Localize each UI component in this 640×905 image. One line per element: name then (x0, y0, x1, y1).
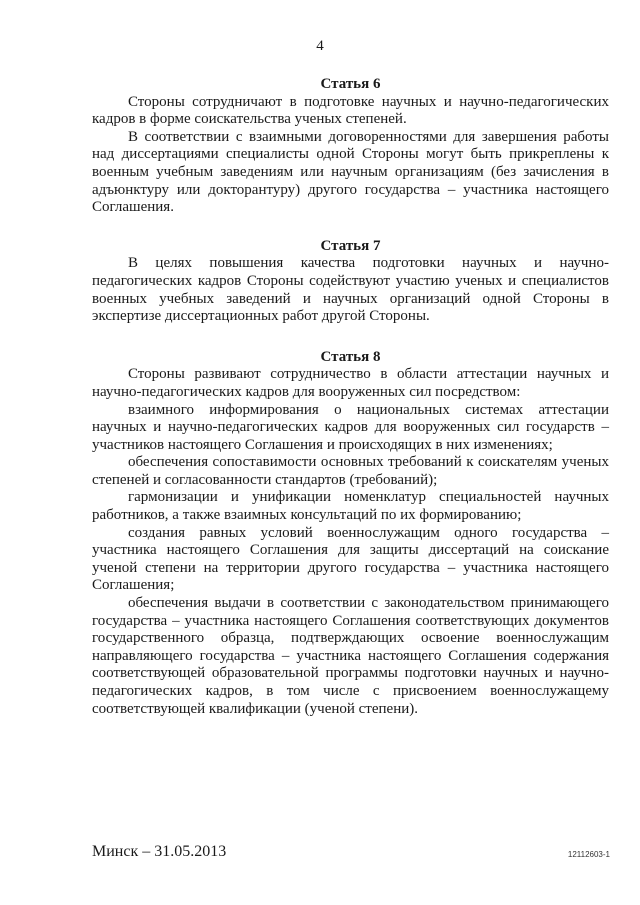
document-body (92, 76, 609, 718)
paragraph: В целях повышения качества подготовки научных и научно-педагогических кадров Стороны содействуют участию ученых и специалистов военных учебных заведений и научных организаций одной Стороны в экспертизе диссертационных работ другой Стороны. (92, 255, 609, 325)
paragraph: обеспечения выдачи в соответствии с законодательством принимающего государства – участника настоящего Соглашения соответствующих документов государственного образца, подтверждающих освоение военнослужащим направляющего государства – участника настоящего Соглашения содержания соответствующей образовательной программы подготовки научных и научно-педагогических кадров, в том числе с присвоением военнослужащему соответствующей квалификации (ученой степени). (92, 595, 609, 717)
article-8 (92, 349, 609, 718)
paragraph: В соответствии с взаимными договоренностями для завершения работы над диссертациями специалисты одной Стороны могут быть прикреплены к военным учебным заведениям или научным организациям (без зачисления в адъюнктуру или докторантуру) другого государства – участника настоящего Соглашения. (92, 128, 609, 216)
footer-place-date: Минск – 31.05.2013 (92, 843, 227, 860)
article-6 (92, 76, 609, 217)
paragraph: создания равных условий военнослужащим одного государства – участника настоящего Соглашения для защиты диссертаций на соискание ученой степени на территории другого государства – участника настоящего Соглашения; (92, 524, 609, 594)
article-7 (92, 238, 609, 326)
page-number: 4 (316, 38, 324, 54)
footer-doc-code: 12112603-1 (567, 850, 610, 859)
article-heading: Статья 6 (320, 76, 381, 92)
article-heading: Статья 7 (320, 237, 381, 254)
paragraph: гармонизации и унификации номенклатур специальностей научных работников, а также взаимных консультаций по их формированию; (92, 489, 609, 524)
paragraph: обеспечения сопоставимости основных требований к соискателям ученых степеней и согласованности стандартов (требований); (92, 454, 609, 488)
paragraph: Стороны развивают сотрудничество в области аттестации научных и научно-педагогических кадров для вооруженных сил посредством: (92, 366, 609, 400)
paragraph: взаимного информирования о национальных системах аттестации научных и научно-педагогических кадров для вооруженных сил государств – участников настоящего Соглашения и происходящих в них изменениях; (92, 401, 609, 453)
article-heading: Статья 8 (320, 348, 381, 365)
paragraph: Стороны сотрудничают в подготовке научных и научно-педагогических кадров в форме соискательства ученых степеней. (92, 93, 609, 128)
